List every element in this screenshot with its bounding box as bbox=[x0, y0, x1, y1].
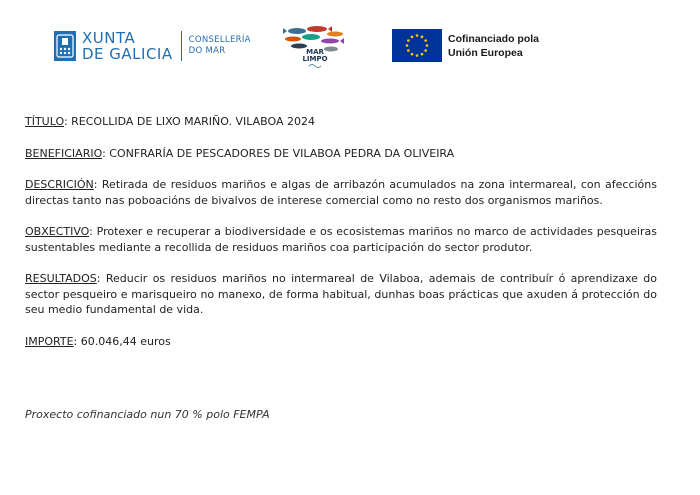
eu-flag-icon bbox=[392, 29, 442, 62]
importe-value: : 60.046,44 euros bbox=[73, 334, 171, 348]
beneficiario-label: BENEFICIARIO bbox=[25, 146, 103, 160]
titulo-value: : RECOLLIDA DE LIXO MARIÑO. VILABOA 2024 bbox=[63, 115, 315, 128]
eu-line1: Cofinanciado pola bbox=[448, 32, 540, 45]
beneficiario-value: : CONFRARÍA DE PESCADORES DE VILABOA PEDRA DA OLIVEIRA bbox=[102, 146, 455, 160]
eu-cofinance-text bbox=[448, 32, 539, 60]
logo-divider bbox=[181, 31, 182, 61]
eu-star-icon bbox=[416, 34, 419, 37]
xunta-name bbox=[82, 30, 173, 62]
eu-star-icon bbox=[421, 36, 424, 39]
titulo-field bbox=[25, 114, 657, 130]
importe-field bbox=[25, 334, 657, 350]
eu-star-icon bbox=[411, 36, 414, 39]
descricion-value: : Retirada de residuos mariños e algas de arribazón acumulados na zona intermareal, con afeccións directas tanto nas poboacións de bivalvos de interese comercial como no resto dos organismos mariños. bbox=[25, 178, 657, 207]
resultados-value: : Reducir os residuos mariños no intermareal de Vilaboa, ademais de contribuír ó aprendizaxe do sector pesqueiro e marisqueiro no manexo, de forma habitual, dunhas boas prácticas que axuden á protección do seu medio fundamental de vida. bbox=[25, 272, 657, 316]
obxectivo-value: : Protexer e recuperar a biodiversidade e os ecosistemas mariños no marco de actividades pesqueiras sustentables mediante a recollida de residuos mariños coa participación do sector produtor. bbox=[25, 225, 657, 254]
xunta-logo bbox=[54, 30, 251, 62]
eu-logo bbox=[392, 29, 539, 62]
mar-limpo-logo-icon bbox=[283, 22, 347, 68]
eu-star-icon bbox=[424, 49, 427, 52]
xunta-line2: DE GALICIA bbox=[82, 45, 173, 63]
eu-star-icon bbox=[406, 44, 409, 47]
eu-star-icon bbox=[421, 53, 424, 56]
resultados-field bbox=[25, 271, 657, 318]
marlimpo-word2: LIMPO bbox=[302, 55, 328, 63]
cofinancing-footnote: Proxecto cofinanciado nun 70 % polo FEMPA bbox=[25, 408, 270, 421]
galicia-shield-icon bbox=[54, 31, 76, 61]
logo-header bbox=[0, 0, 700, 90]
eu-star-icon bbox=[407, 39, 410, 42]
eu-star-icon bbox=[416, 54, 419, 57]
eu-star-icon bbox=[424, 39, 427, 42]
obxectivo-field bbox=[25, 224, 657, 255]
conselleria-name bbox=[189, 35, 251, 57]
beneficiario-field bbox=[25, 146, 657, 162]
resultados-label: RESULTADOS bbox=[25, 272, 97, 285]
eu-star-icon bbox=[411, 53, 414, 56]
marlimpo-word1: MAR bbox=[306, 48, 324, 56]
conselleria-line1: CONSELLERÍA bbox=[188, 35, 251, 45]
eu-star-icon bbox=[407, 49, 410, 52]
eu-star-icon bbox=[426, 44, 429, 47]
obxectivo-label: OBXECTIVO bbox=[25, 225, 90, 238]
conselleria-line2: DO MAR bbox=[188, 46, 226, 56]
titulo-label: TÍTULO bbox=[25, 115, 64, 128]
importe-label: IMPORTE bbox=[25, 334, 74, 348]
descricion-label: DESCRICIÓN bbox=[25, 178, 94, 191]
project-description bbox=[25, 114, 657, 365]
eu-line2: Unión Europea bbox=[448, 46, 523, 59]
descricion-field bbox=[25, 177, 657, 208]
xunta-line1: XUNTA bbox=[82, 29, 136, 47]
